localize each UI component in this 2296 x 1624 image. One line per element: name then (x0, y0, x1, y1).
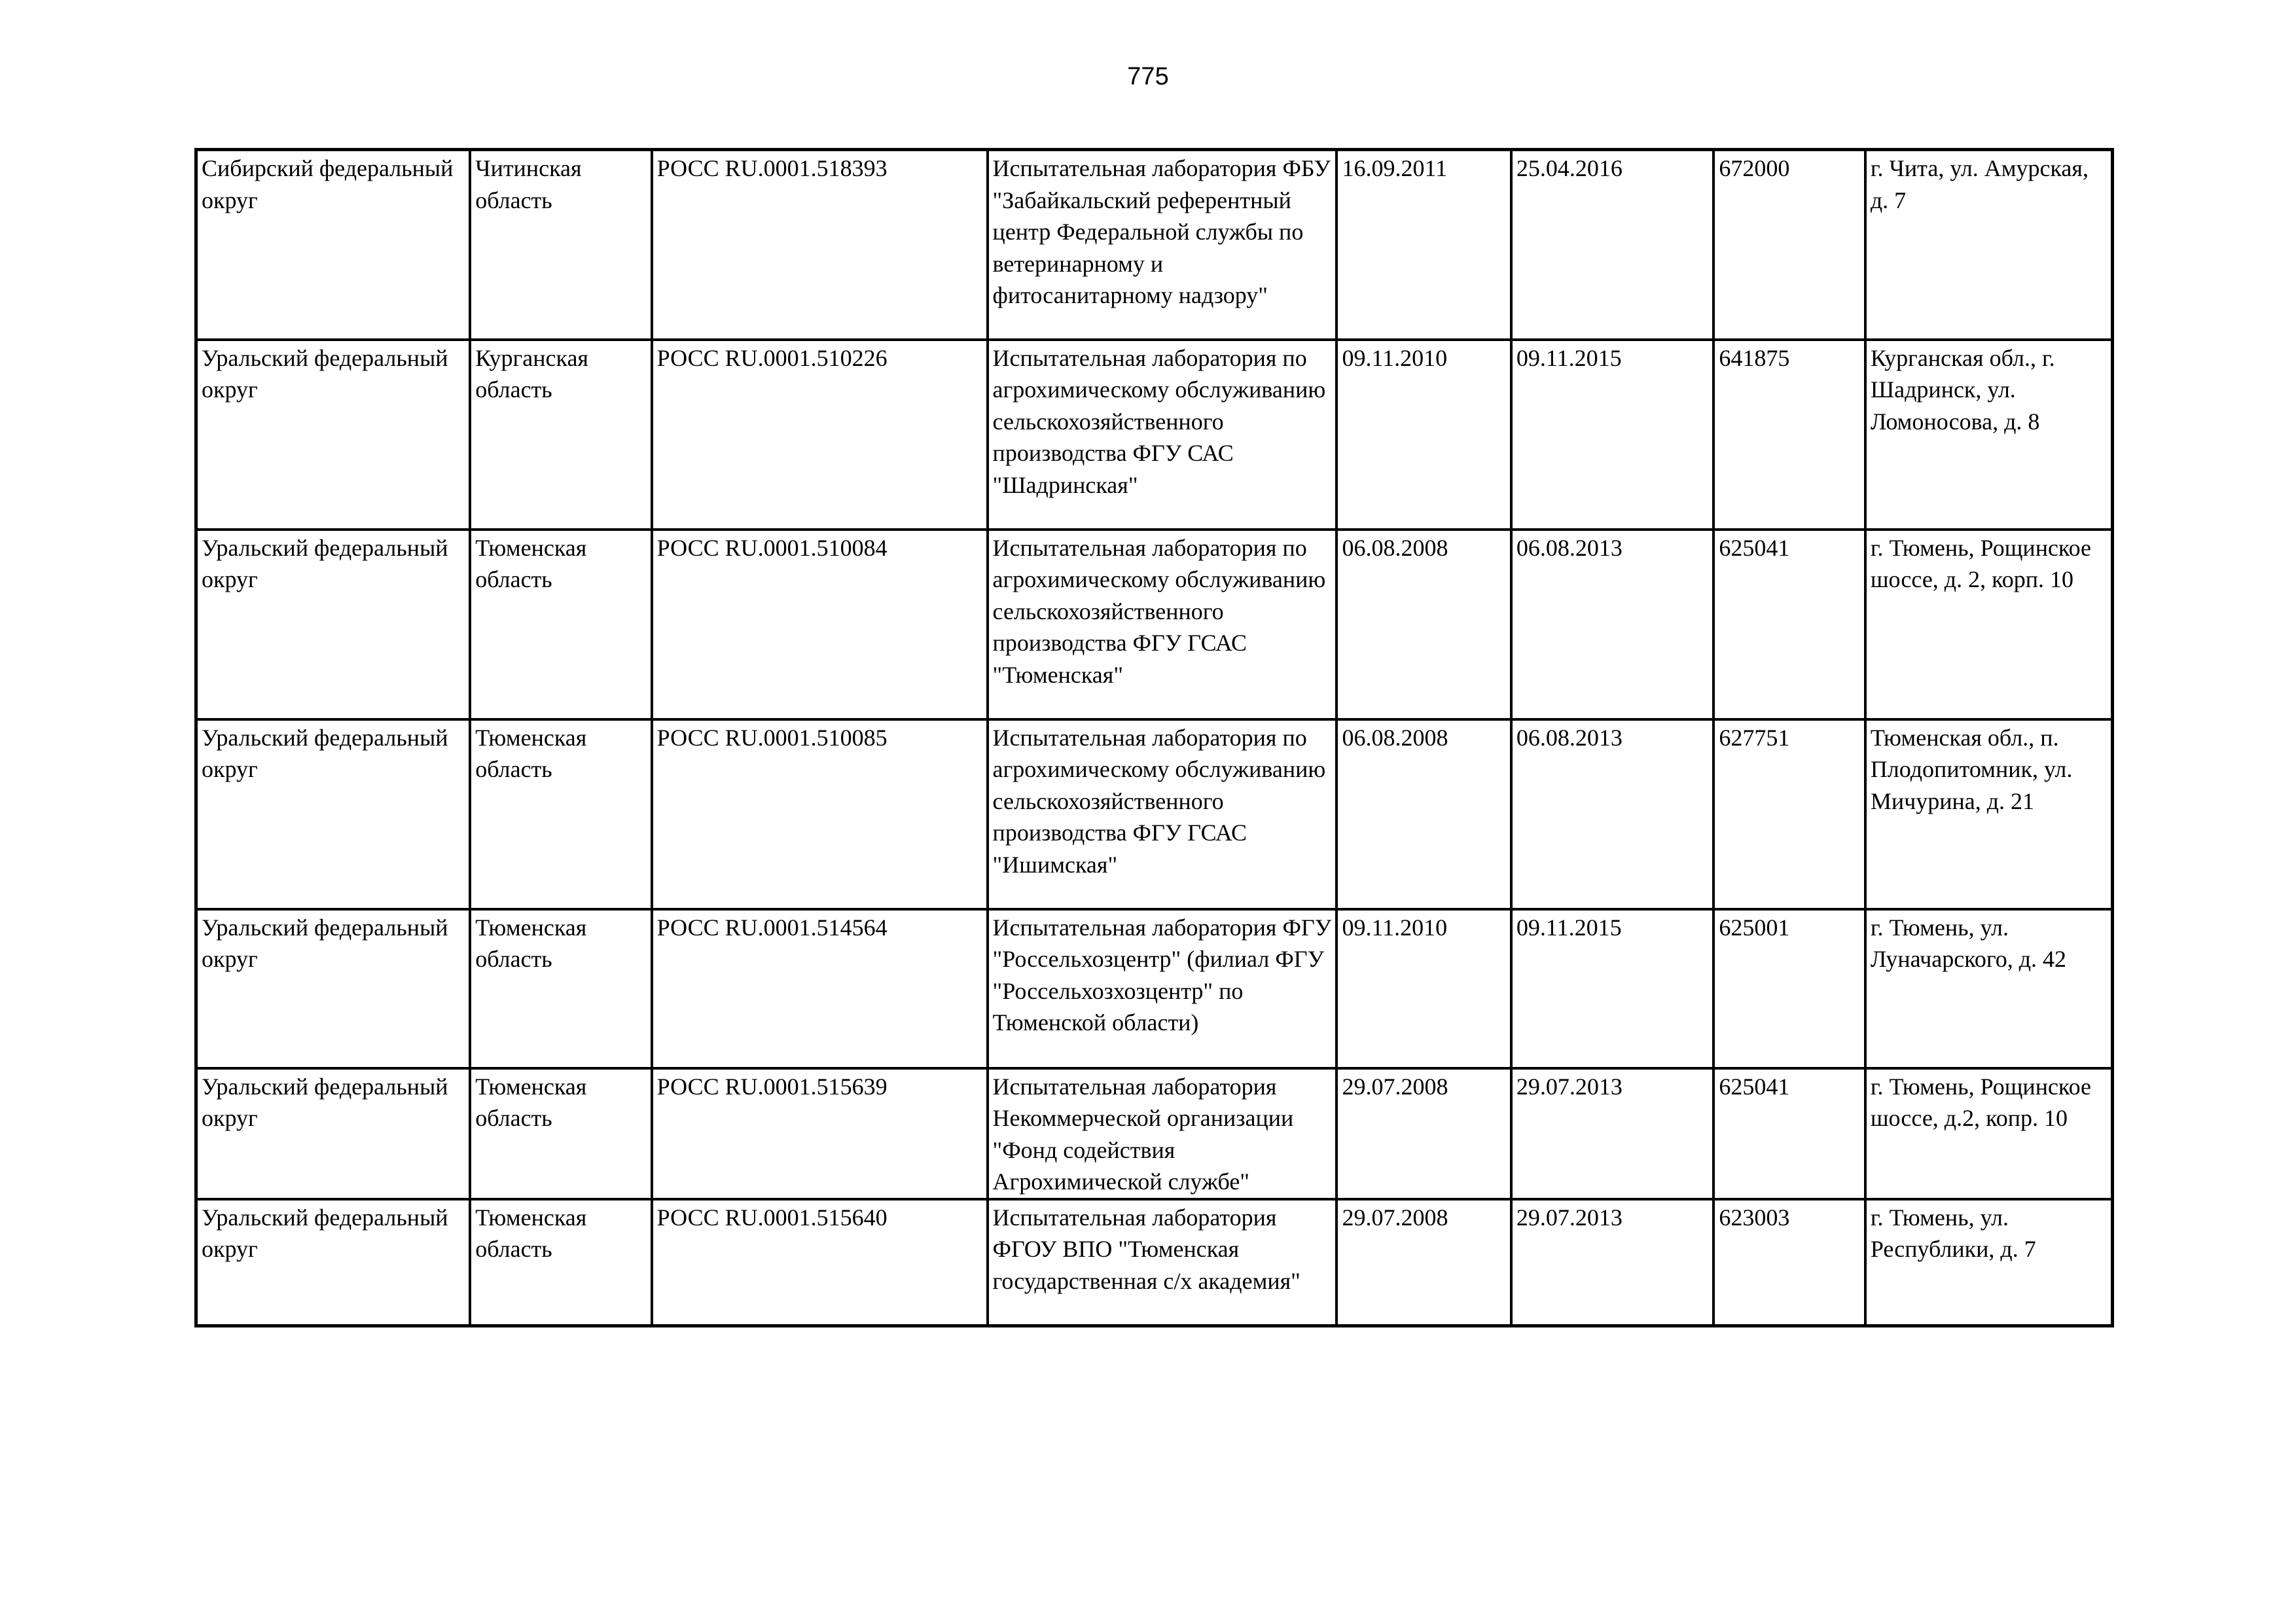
address-cell: г. Чита, ул. Амурская, д. 7 (1865, 150, 2113, 340)
federal-district-cell: Уральский федеральный округ (196, 1068, 471, 1199)
issue-date-cell: 06.08.2008 (1336, 530, 1511, 719)
federal-district-cell: Уральский федеральный округ (196, 1199, 471, 1326)
table-row (196, 719, 2113, 909)
region-cell: Читинская область (470, 150, 651, 340)
valid-until-cell: 25.04.2016 (1511, 150, 1714, 340)
table-row (196, 1068, 2113, 1199)
postcode-cell: 623003 (1713, 1199, 1865, 1326)
region-cell: Тюменская область (470, 719, 651, 909)
table-row (196, 530, 2113, 719)
table-row (196, 1199, 2113, 1326)
valid-until-cell: 29.07.2013 (1511, 1068, 1714, 1199)
laboratory-name-cell: Испытательная лаборатория ФБУ "Забайкальский референтный центр Федеральной службы по ветеринарному и фитосанитарному надзору" (988, 150, 1337, 340)
postcode-cell: 641875 (1713, 340, 1865, 530)
page-number: 775 (1127, 63, 1169, 90)
valid-until-cell: 09.11.2015 (1511, 909, 1714, 1068)
issue-date-cell: 29.07.2008 (1336, 1199, 1511, 1326)
region-cell: Курганская область (470, 340, 651, 530)
federal-district-cell: Уральский федеральный округ (196, 909, 471, 1068)
postcode-cell: 627751 (1713, 719, 1865, 909)
postcode-cell: 625001 (1713, 909, 1865, 1068)
registration-number-cell: РОСС RU.0001.510085 (652, 719, 988, 909)
region-cell: Тюменская область (470, 530, 651, 719)
federal-district-cell: Уральский федеральный округ (196, 530, 471, 719)
laboratory-name-cell: Испытательная лаборатория ФГУ "Россельхозцентр" (филиал ФГУ "Россельхозхозцентр" по Тюменской области) (988, 909, 1337, 1068)
laboratory-registry-table (194, 148, 2114, 1327)
federal-district-cell: Сибирский федеральный округ (196, 150, 471, 340)
postcode-cell: 625041 (1713, 1068, 1865, 1199)
valid-until-cell: 29.07.2013 (1511, 1199, 1714, 1326)
laboratory-name-cell: Испытательная лаборатория по агрохимическому обслуживанию сельскохозяйственного производства ФГУ ГСАС "Тюменская" (988, 530, 1337, 719)
registration-number-cell: РОСС RU.0001.515640 (652, 1199, 988, 1326)
address-cell: г. Тюмень, Рощинское шоссе, д. 2, корп. 10 (1865, 530, 2113, 719)
registration-number-cell: РОСС RU.0001.510226 (652, 340, 988, 530)
issue-date-cell: 29.07.2008 (1336, 1068, 1511, 1199)
issue-date-cell: 16.09.2011 (1336, 150, 1511, 340)
region-cell: Тюменская область (470, 909, 651, 1068)
issue-date-cell: 09.11.2010 (1336, 340, 1511, 530)
valid-until-cell: 09.11.2015 (1511, 340, 1714, 530)
table-row (196, 909, 2113, 1068)
laboratory-name-cell: Испытательная лаборатория ФГОУ ВПО "Тюменская государственная с/х академия" (988, 1199, 1337, 1326)
postcode-cell: 672000 (1713, 150, 1865, 340)
registration-number-cell: РОСС RU.0001.510084 (652, 530, 988, 719)
registration-number-cell: РОСС RU.0001.514564 (652, 909, 988, 1068)
issue-date-cell: 06.08.2008 (1336, 719, 1511, 909)
valid-until-cell: 06.08.2013 (1511, 719, 1714, 909)
valid-until-cell: 06.08.2013 (1511, 530, 1714, 719)
federal-district-cell: Уральский федеральный округ (196, 719, 471, 909)
registration-number-cell: РОСС RU.0001.518393 (652, 150, 988, 340)
postcode-cell: 625041 (1713, 530, 1865, 719)
address-cell: Тюменская обл., п. Плодопитомник, ул. Мичурина, д. 21 (1865, 719, 2113, 909)
address-cell: г. Тюмень, ул. Луначарского, д. 42 (1865, 909, 2113, 1068)
registration-number-cell: РОСС RU.0001.515639 (652, 1068, 988, 1199)
address-cell: Курганская обл., г. Шадринск, ул. Ломоносова, д. 8 (1865, 340, 2113, 530)
table-row (196, 340, 2113, 530)
address-cell: г. Тюмень, Рощинское шоссе, д.2, копр. 10 (1865, 1068, 2113, 1199)
federal-district-cell: Уральский федеральный округ (196, 340, 471, 530)
laboratory-name-cell: Испытательная лаборатория по агрохимическому обслуживанию сельскохозяйственного производства ФГУ ГСАС "Ишимская" (988, 719, 1337, 909)
region-cell: Тюменская область (470, 1068, 651, 1199)
laboratory-name-cell: Испытательная лаборатория Некоммерческой организации "Фонд содействия Агрохимической службе" (988, 1068, 1337, 1199)
address-cell: г. Тюмень, ул. Республики, д. 7 (1865, 1199, 2113, 1326)
issue-date-cell: 09.11.2010 (1336, 909, 1511, 1068)
laboratory-name-cell: Испытательная лаборатория по агрохимическому обслуживанию сельскохозяйственного производства ФГУ САС "Шадринская" (988, 340, 1337, 530)
region-cell: Тюменская область (470, 1199, 651, 1326)
table-row (196, 150, 2113, 340)
